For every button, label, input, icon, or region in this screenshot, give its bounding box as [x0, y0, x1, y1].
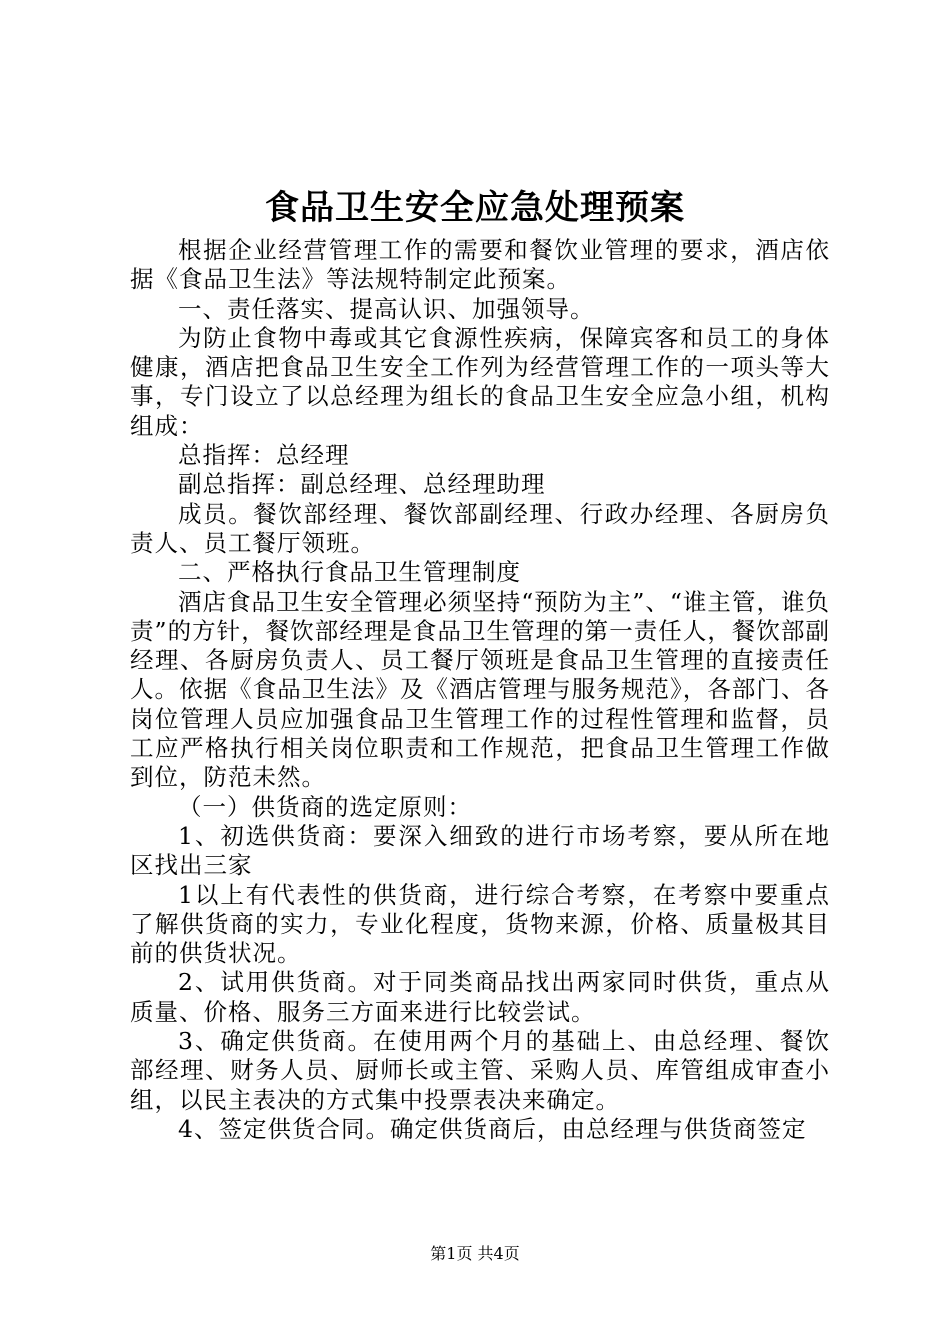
document-body — [130, 236, 830, 1144]
list-item: 1、初选供货商：要深入细致的进行市场考察，要从所在地区找出三家 — [130, 821, 830, 880]
paragraph: 1以上有代表性的供货商，进行综合考察，在考察中要重点了解供货商的实力，专业化程度，货物来源，价格、质量极其目前的供货状况。 — [130, 880, 830, 968]
paragraph: 副总指挥：副总经理、总经理助理 — [178, 470, 546, 499]
paragraph: 根据企业经营管理工作的需要和餐饮业管理的要求，酒店依据《食品卫生法》等法规特制定此预案。 — [130, 236, 830, 294]
paragraph: 酒店食品卫生安全管理必须坚持“预防为主”、“谁主管，谁负责”的方针，餐饮部经理是食品卫生管理的第一责任人，餐饮部副经理、各厨房负责人、员工餐厅领班是食品卫生管理的直接责任人。依据《食品卫生法》及《酒店管理与服务规范》，各部门、各岗位管理人员应加强食品卫生管理工作的过程性管理和监督，员工应严格执行相关岗位职责和工作规范，把食品卫生管理工作做到位，防范未然。 — [130, 587, 830, 792]
subsection-heading: （一）供货商的选定原则： — [178, 792, 472, 821]
paragraph: 总指挥：总经理 — [178, 441, 350, 470]
list-item: 3、确定供货商。在使用两个月的基础上、由总经理、餐饮部经理、财务人员、厨师长或主管、采购人员、库管组成审查小组，以民主表决的方式集中投票表决来确定。 — [130, 1027, 830, 1114]
document-title: 食品卫生安全应急处理预案 — [265, 188, 685, 228]
section-heading: 一、责任落实、提高认识、加强领导。 — [178, 294, 595, 323]
list-item: 4、签定供货合同。确定供货商后，由总经理与供货商签定 — [178, 1114, 807, 1143]
paragraph: 成员。餐饮部经理、餐饮部副经理、行政办经理、各厨房负责人、员工餐厅领班。 — [130, 499, 830, 557]
section-heading: 二、严格执行食品卫生管理制度 — [178, 558, 521, 587]
paragraph: 为防止食物中毒或其它食源性疾病，保障宾客和员工的身体健康，酒店把食品卫生安全工作列为经营管理工作的一项头等大事，专门设立了以总经理为组长的食品卫生安全应急小组，机构组成： — [130, 323, 830, 440]
list-item: 2、试用供货商。对于同类商品找出两家同时供货，重点从质量、价格、服务三方面来进行比较尝试。 — [130, 968, 830, 1026]
page-footer: 第1页 共4页 — [430, 1244, 520, 1263]
